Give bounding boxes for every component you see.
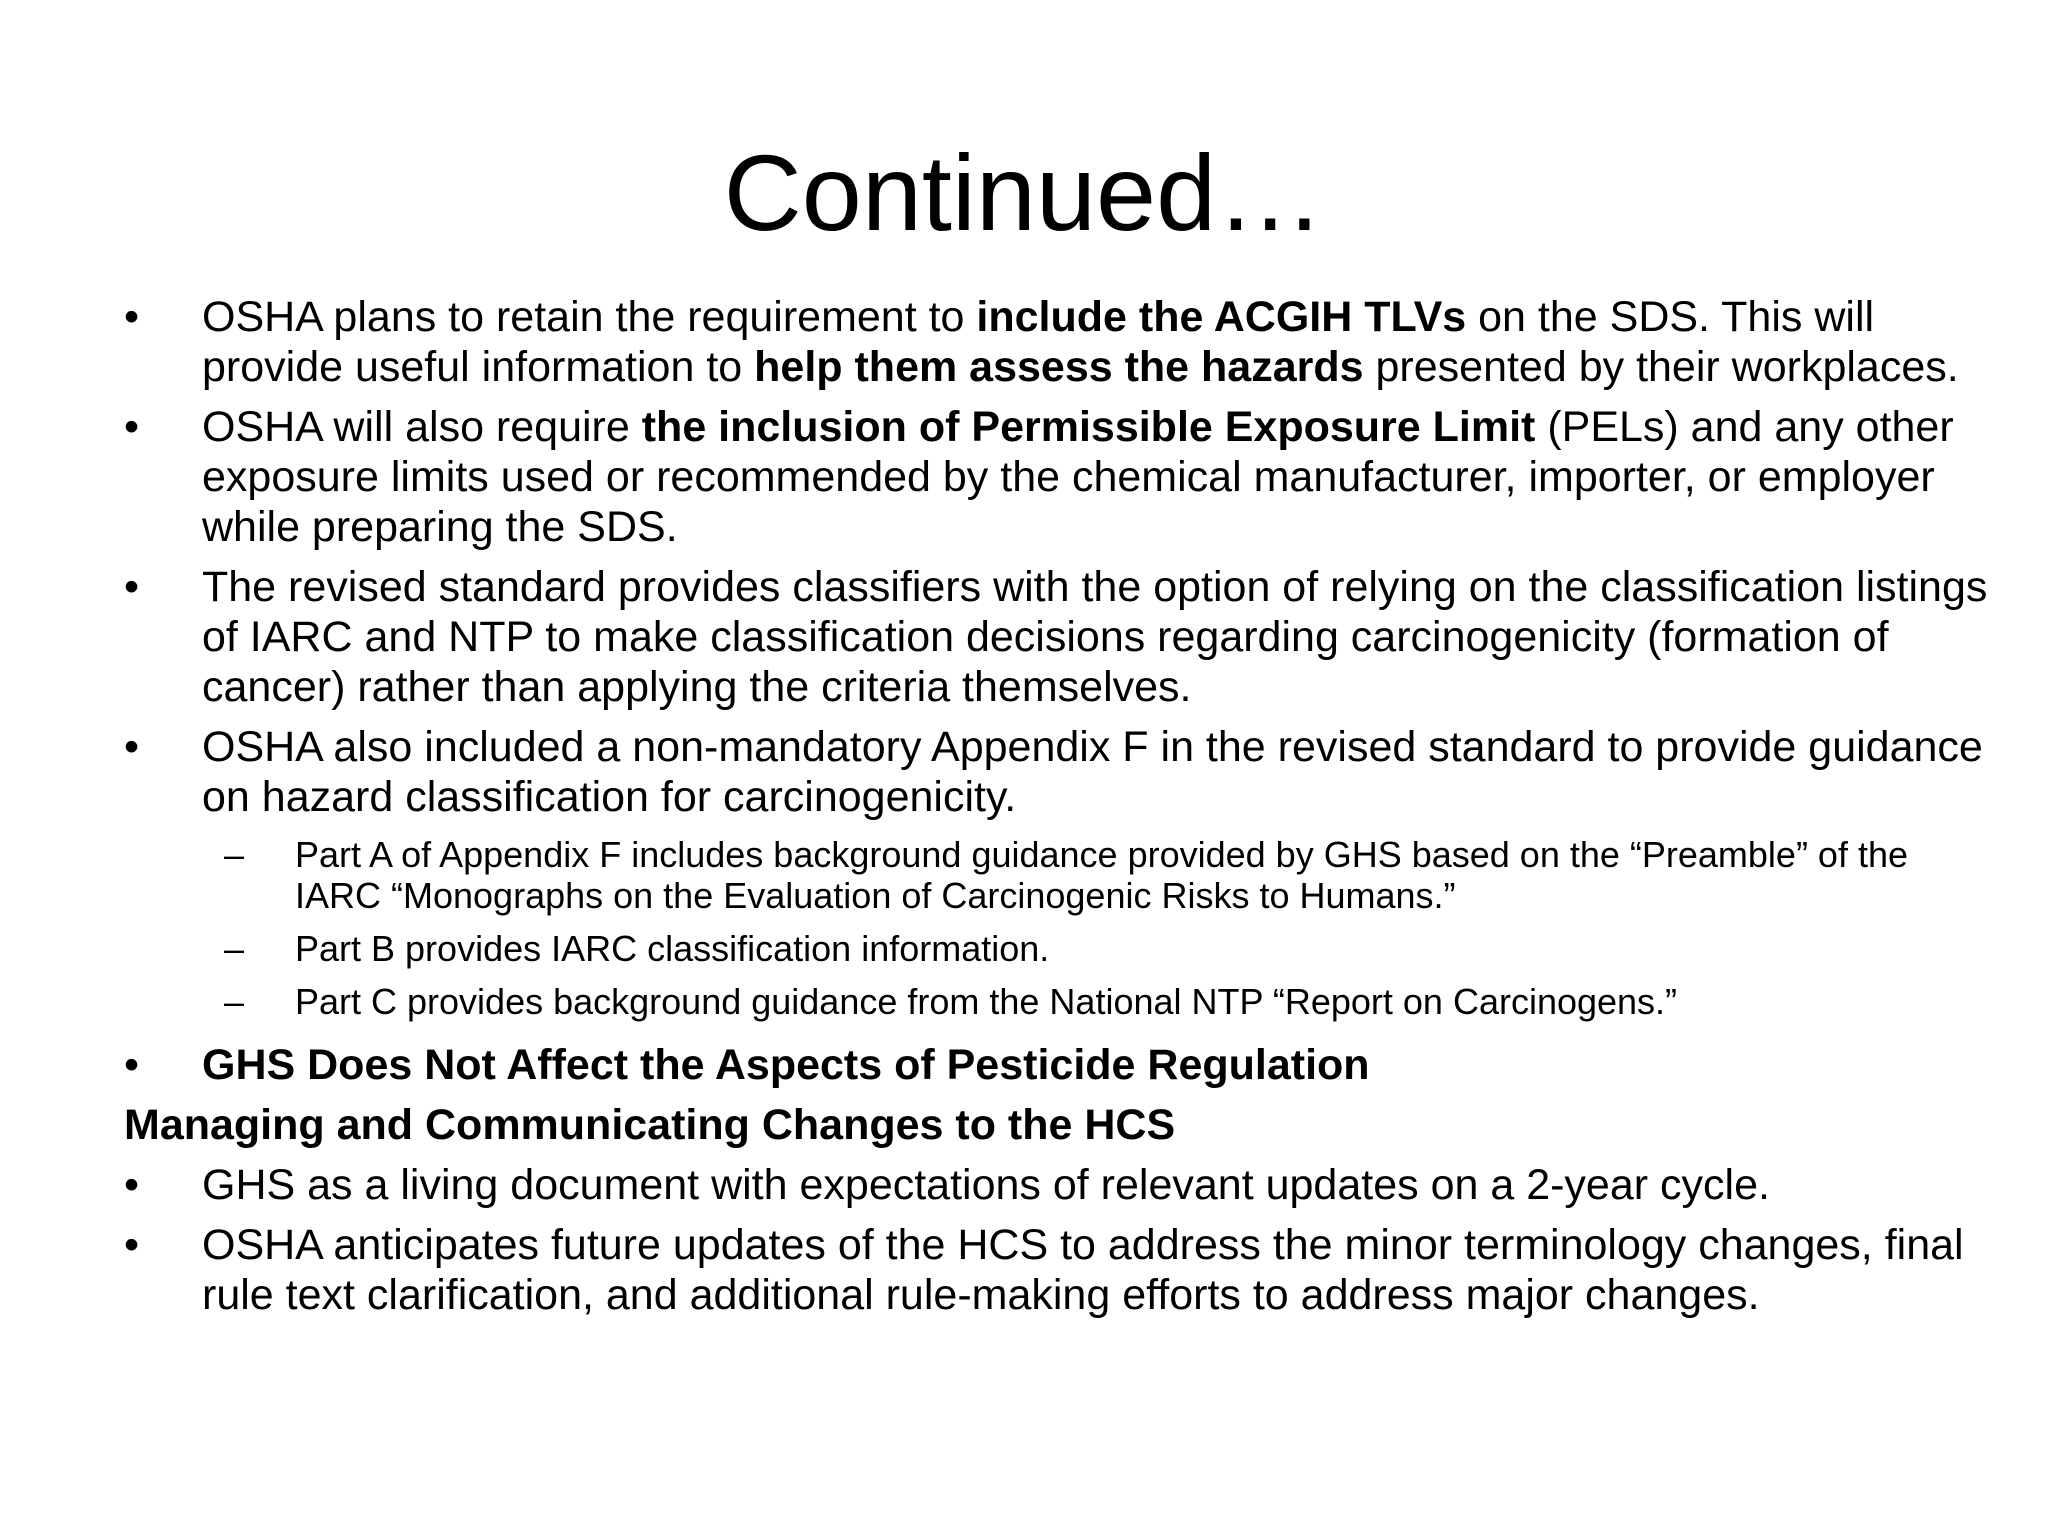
sub-bullet-part-c [120, 981, 2000, 1022]
bullet-dot: • [124, 1161, 140, 1209]
sub-bullet-part-b [120, 928, 2000, 969]
bullet-emphasis: help them assess the hazards [754, 343, 1364, 391]
bullet-text: (PELs) and any other exposure limits used or recommended by the chemical manufacturer, importer, or employer while preparing the SDS. [202, 403, 1954, 551]
sub-bullet-part-a [120, 834, 2000, 916]
bullet-dot: • [124, 563, 140, 611]
bullet-dot: • [124, 1041, 140, 1089]
bullet-text: presented by their workplaces. [1363, 343, 1959, 391]
bullet-living-document [120, 1160, 2000, 1210]
bullet-appendix-f [120, 722, 2000, 822]
bullet-text: OSHA anticipates future updates of the HCS to address the minor terminology changes, final rule text clarification, and additional rule-making efforts to address major changes. [202, 1221, 1964, 1319]
bullet-pels [120, 402, 2000, 552]
slide-body [120, 292, 2000, 1320]
bullet-acgih-tlvs [120, 292, 2000, 392]
bullet-dot: • [124, 723, 140, 771]
bullet-emphasis: include the ACGIH TLVs [976, 293, 1467, 341]
dash-marker: – [224, 834, 245, 875]
bullet-emphasis: the inclusion of Permissible Exposure Limit [641, 403, 1536, 451]
bullet-emphasis: GHS Does Not Affect the Aspects of Pesticide Regulation [202, 1041, 1370, 1089]
bullet-text: GHS as a living document with expectations of relevant updates on a 2-year cycle. [202, 1161, 1770, 1209]
bullet-dot: • [124, 1221, 140, 1269]
bullet-pesticide [120, 1040, 2000, 1090]
dash-marker: – [224, 981, 245, 1022]
bullet-dot: • [124, 293, 140, 341]
bullet-text: The revised standard provides classifiers with the option of relying on the classification listings of IARC and NTP to make classification decisions regarding carcinogenicity (formation of cancer) rather than applying the criteria themselves. [202, 563, 1988, 711]
bullet-text: on the SDS. This will provide useful information to [202, 293, 1875, 391]
section-heading: Managing and Communicating Changes to the HCS [124, 1101, 1176, 1149]
bullet-classifiers [120, 562, 2000, 712]
sub-bullet-text: Part A of Appendix F includes background guidance provided by GHS based on the “Preamble” of the IARC “Monographs on the Evaluation of Carcinogenic Risks to Humans.” [295, 834, 1909, 916]
sub-bullet-text: Part B provides IARC classification information. [295, 928, 1050, 969]
slide-title: Continued… [723, 132, 1325, 253]
dash-marker: – [224, 928, 245, 969]
bullet-future-updates [120, 1220, 2000, 1320]
bullet-text: OSHA will also require [202, 403, 642, 451]
bullet-text: OSHA plans to retain the requirement to [202, 293, 977, 341]
bullet-dot: • [124, 403, 140, 451]
sub-bullet-text: Part C provides background guidance from the National NTP “Report on Carcinogens.” [295, 981, 1678, 1022]
bullet-text: OSHA also included a non-mandatory Appendix F in the revised standard to provide guidance on hazard classification for carcinogenicity. [202, 723, 1983, 821]
